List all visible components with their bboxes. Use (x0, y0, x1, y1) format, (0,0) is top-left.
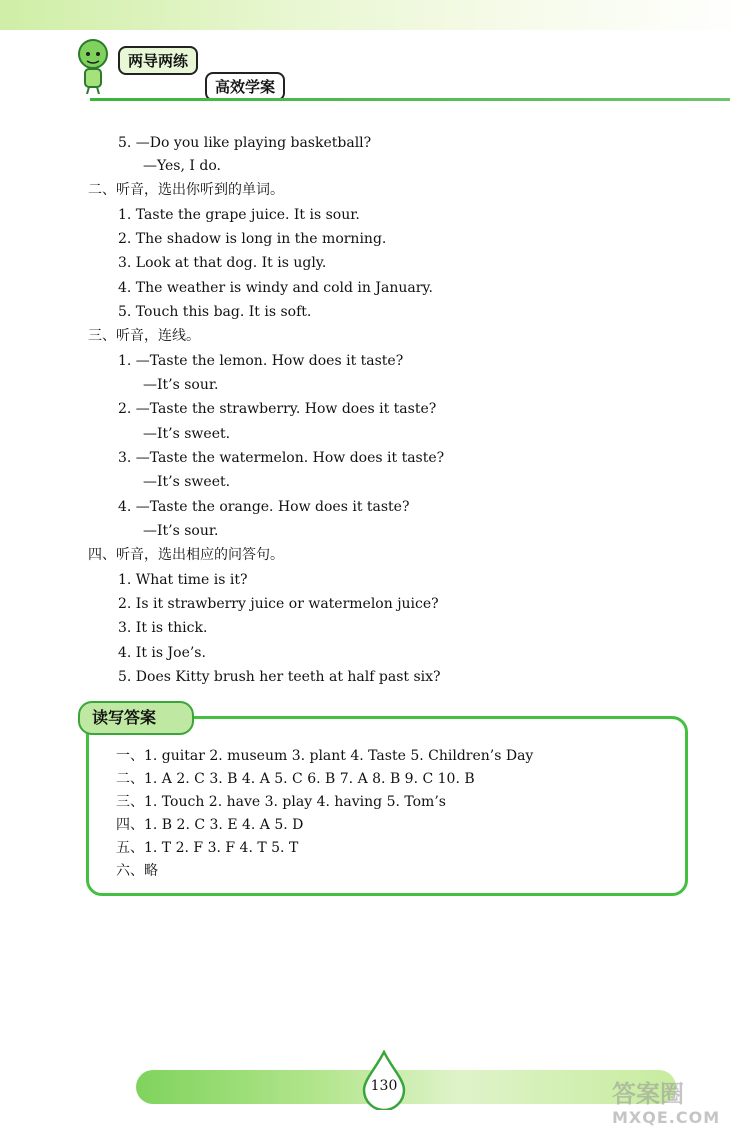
answer-line: 一、1. guitar 2. museum 3. plant 4. Taste 5. Children’s Day (116, 748, 534, 764)
section-3-item: 3. —Taste the watermelon. How does it taste? (118, 450, 445, 466)
item-5-answer: —Yes, I do. (143, 158, 221, 174)
section-3-item: —It’s sweet. (143, 474, 231, 490)
item-5-question: 5. —Do you like playing basketball? (118, 135, 372, 151)
page-number: 130 (370, 1078, 398, 1094)
header-rule (90, 98, 730, 101)
answer-box-title: 读写答案 (78, 701, 194, 735)
section-3-item: —It’s sweet. (143, 426, 231, 442)
section-3-item: 2. —Taste the strawberry. How does it taste? (118, 401, 437, 417)
section-4-item: 1. What time is it? (118, 572, 248, 588)
cartoon-mascot-icon (70, 36, 116, 94)
section-3-title: 三、听音，连线。 (88, 328, 200, 344)
bottom-decorative-band (136, 1070, 676, 1104)
brand-title-1: 两导两练 (118, 46, 198, 75)
section-4-title: 四、听音，选出相应的问答句。 (88, 547, 284, 563)
section-3-item: 4. —Taste the orange. How does it taste? (118, 499, 410, 515)
answer-line: 二、1. A 2. C 3. B 4. A 5. C 6. B 7. A 8. B 9. C 10. B (116, 771, 475, 787)
section-4-item: 4. It is Joe’s. (118, 645, 206, 661)
section-2-item: 1. Taste the grape juice. It is sour. (118, 207, 360, 223)
answer-line: 六、略 (116, 863, 158, 879)
top-decorative-band (0, 0, 750, 30)
section-3-item: 1. —Taste the lemon. How does it taste? (118, 353, 404, 369)
section-2-item: 4. The weather is windy and cold in January. (118, 280, 433, 296)
section-3-item: —It’s sour. (143, 377, 219, 393)
section-3-item: —It’s sour. (143, 523, 219, 539)
answer-line: 三、1. Touch 2. have 3. play 4. having 5. Tom’s (116, 794, 446, 810)
answer-line: 五、1. T 2. F 3. F 4. T 5. T (116, 840, 299, 856)
answer-line: 四、1. B 2. C 3. E 4. A 5. D (116, 817, 304, 833)
section-2-item: 3. Look at that dog. It is ugly. (118, 255, 327, 271)
section-4-item: 5. Does Kitty brush her teeth at half past six? (118, 669, 441, 685)
section-4-item: 3. It is thick. (118, 620, 208, 636)
section-2-item: 2. The shadow is long in the morning. (118, 231, 387, 247)
section-2-title: 二、听音，选出你听到的单词。 (88, 182, 284, 198)
section-4-item: 2. Is it strawberry juice or watermelon juice? (118, 596, 439, 612)
brand-title-2: 高效学案 (205, 72, 285, 101)
watermark: 答案圈 MXQE.COM (612, 1080, 721, 1127)
section-2-item: 5. Touch this bag. It is soft. (118, 304, 312, 320)
